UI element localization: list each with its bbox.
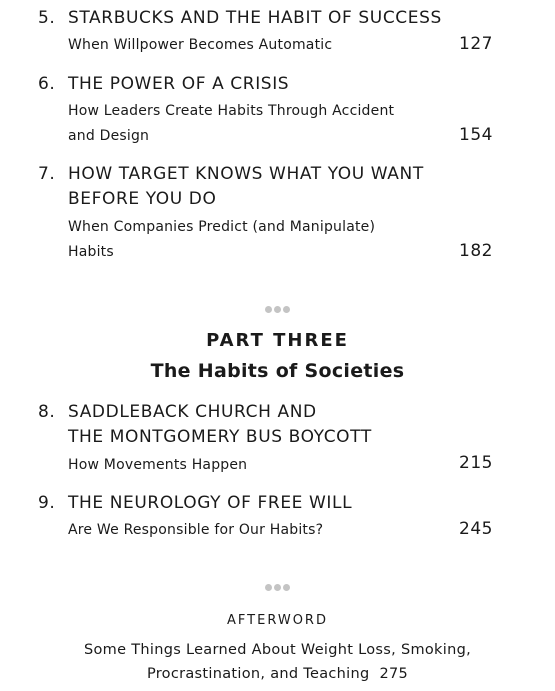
chapter-subtitle: When Willpower Becomes Automatic — [68, 37, 333, 53]
section-divider-dots — [0, 298, 555, 308]
divider-dot — [274, 584, 281, 591]
chapter-title-line-2: BEFORE YOU DO — [68, 189, 217, 209]
part-label: PART THREE — [206, 330, 349, 351]
chapter-page-number: 127 — [459, 34, 493, 54]
toc-entry-chapter-7[interactable] — [38, 164, 493, 264]
chapter-page-number: 245 — [459, 519, 493, 539]
toc-entry-chapter-8[interactable] — [38, 402, 493, 476]
divider-dot — [265, 306, 272, 313]
chapter-page-number: 182 — [459, 241, 493, 261]
chapter-number: 6. — [38, 74, 56, 94]
divider-dot — [274, 306, 281, 313]
chapter-page-number: 154 — [459, 125, 493, 145]
chapter-subtitle-line-1: When Companies Predict (and Manipulate) — [68, 219, 376, 235]
chapter-subtitle-line-2: and Design — [68, 128, 150, 144]
divider-dot — [283, 306, 290, 313]
chapter-number: 9. — [38, 493, 56, 513]
divider-dot — [265, 584, 272, 591]
toc-entry-chapter-9[interactable] — [38, 493, 493, 545]
toc-entry-chapter-6[interactable] — [38, 74, 493, 148]
divider-dot — [283, 584, 290, 591]
section-divider-dots — [0, 576, 555, 586]
chapter-number: 8. — [38, 402, 56, 422]
afterword-page-number: 275 — [379, 666, 409, 682]
afterword-label: AFTERWORD — [227, 613, 328, 628]
chapter-title-line-2: THE MONTGOMERY BUS BOYCOTT — [68, 427, 372, 447]
afterword-title-line-1[interactable]: Some Things Learned About Weight Loss, Smoking, — [84, 642, 471, 658]
chapter-subtitle-line-2: Habits — [68, 244, 114, 260]
chapter-page-number: 215 — [459, 453, 493, 473]
part-title: The Habits of Societies — [150, 360, 405, 382]
chapter-number: 7. — [38, 164, 56, 184]
chapter-title: STARBUCKS AND THE HABIT OF SUCCESS — [68, 8, 442, 28]
chapter-title: THE NEUROLOGY OF FREE WILL — [68, 493, 353, 513]
chapter-title-line-1: HOW TARGET KNOWS WHAT YOU WANT — [68, 164, 424, 184]
toc-entry-chapter-5[interactable] — [38, 8, 493, 60]
chapter-subtitle: Are We Responsible for Our Habits? — [68, 522, 324, 538]
chapter-title: THE POWER OF A CRISIS — [68, 74, 290, 94]
chapter-subtitle-line-1: How Leaders Create Habits Through Accident — [68, 103, 395, 119]
chapter-title-line-1: SADDLEBACK CHURCH AND — [68, 402, 317, 422]
afterword-title-text: Procrastination, and Teaching — [146, 666, 370, 682]
afterword-title-line-2[interactable] — [0, 666, 555, 682]
chapter-number: 5. — [38, 8, 56, 28]
chapter-subtitle: How Movements Happen — [68, 457, 248, 473]
